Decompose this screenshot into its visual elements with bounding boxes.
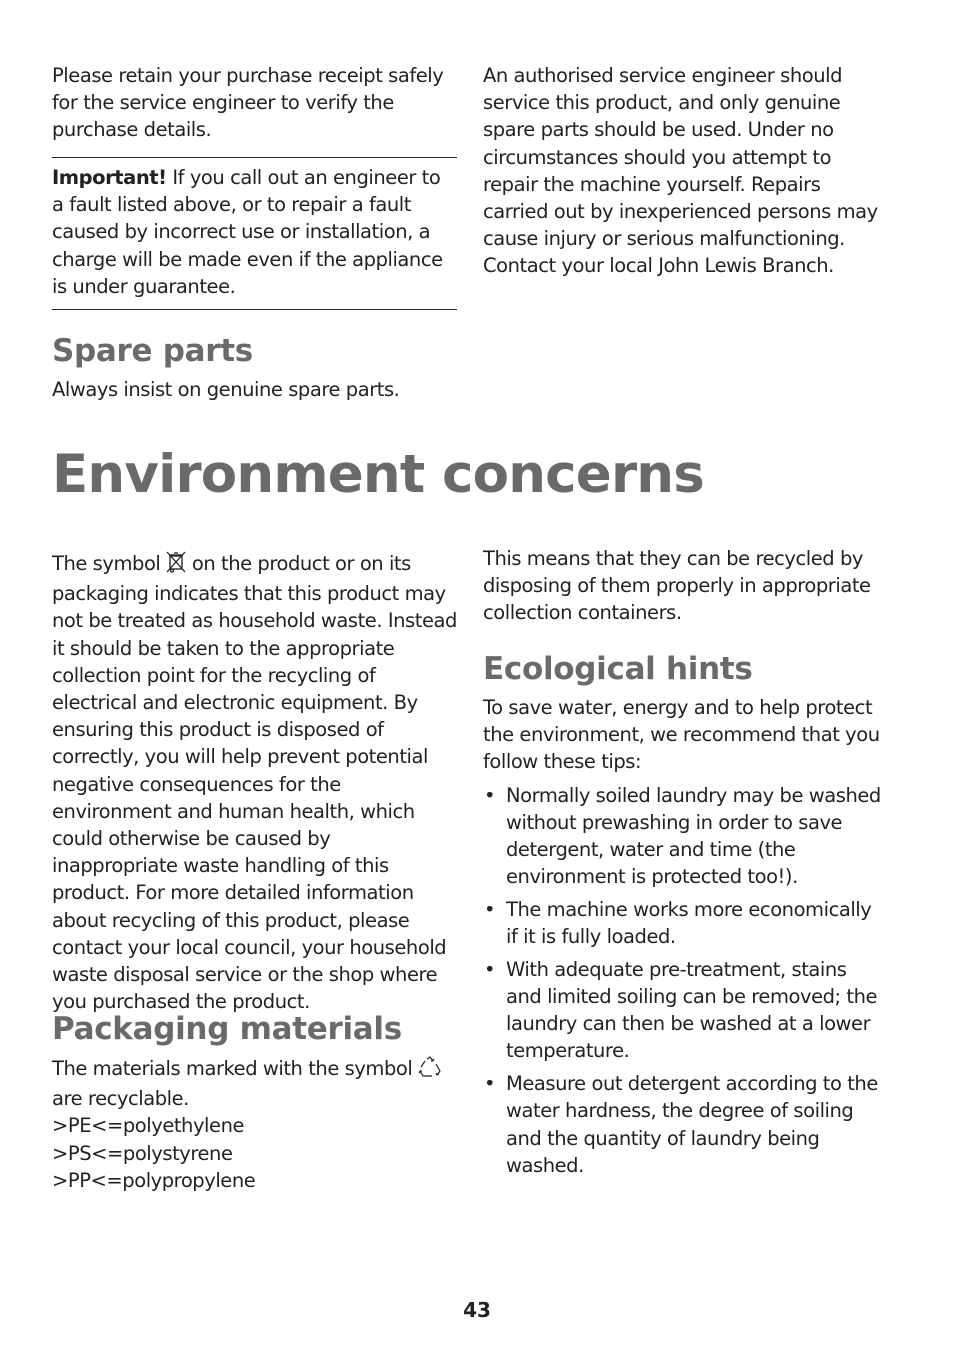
weee-paragraph (52, 550, 457, 1015)
weee-text-after: on the product or on its packaging indicates that this product may not be treated as household waste. Instead it should be taken to the appropriate collection point for the recycling of electrical and electronic equipment. By ensuring this product is disposed of correctly, you will help prevent potential negative consequences for the environment and human health, which could otherwise be caused by inappropriate waste handling of this product. For more detailed information about recycling of this product, please contact your local council, your household waste disposal service or the shop where you purchased the product. (52, 552, 457, 1014)
bottom-divider (52, 309, 457, 310)
ecological-section (483, 694, 883, 1184)
page-number: 43 (463, 1298, 491, 1322)
important-text: If you call out an engineer to a fault listed above, or to repair a fault caused by incorrect use or installation, a charge will be made even if the appliance is under guarantee. (52, 166, 443, 298)
recycle-note-paragraph: This means that they can be recycled by disposing of them properly in appropriate collection containers. (483, 547, 871, 625)
packaging-intro-before: The materials marked with the symbol (52, 1057, 419, 1080)
bullet-marker: • (484, 897, 496, 921)
recycling-symbol-icon (418, 1056, 442, 1085)
tips-list (483, 782, 883, 1179)
environment-concerns-title: Environment concerns (52, 444, 704, 505)
important-paragraph (52, 164, 457, 300)
tip-text: With adequate pre-treatment, stains and limited soiling can be removed; the laundry can then be washed at a lower temperature. (506, 957, 878, 1063)
spare-parts-heading: Spare parts (52, 333, 253, 369)
weee-text-before: The symbol (52, 552, 167, 575)
bullet-marker: • (484, 783, 496, 807)
packaging-intro-after: are recyclable. (52, 1087, 189, 1111)
ecological-intro: To save water, energy and to help protect the environment, we recommend that you follow these tips: (483, 696, 880, 774)
tip-text: The machine works more economically if it is fully loaded. (506, 897, 872, 949)
packaging-materials-heading: Packaging materials (52, 1011, 402, 1047)
top-divider (52, 157, 457, 158)
crossed-out-wheelie-bin-icon (166, 551, 186, 580)
material-pp: >PP<=polypropylene (52, 1168, 256, 1192)
material-pe: >PE<=polyethylene (52, 1114, 245, 1138)
bullet-marker: • (484, 1072, 496, 1096)
tip-text: Normally soiled laundry may be washed without prewashing in order to save detergent, water and time (the environment is protected too!). (506, 783, 881, 889)
list-item (483, 1070, 883, 1179)
bullet-marker: • (484, 957, 496, 981)
list-item (483, 782, 883, 891)
engineer-paragraph: An authorised service engineer should service this product, and only genuine spare parts should be used. Under no circumstances should you attempt to repair the machine yourself. Repairs carried out by inexperienced persons may cause injury or serious malfunctioning. Contact your local John Lewis Branch. (483, 64, 878, 278)
ecological-hints-heading: Ecological hints (483, 651, 753, 687)
list-item (483, 956, 883, 1065)
important-label: Important! (52, 166, 167, 189)
spare-parts-text: Always insist on genuine spare parts. (52, 378, 400, 401)
packaging-paragraph (52, 1055, 457, 1194)
receipt-paragraph: Please retain your purchase receipt safely for the service engineer to verify the purchase details. (52, 64, 444, 142)
material-ps: >PS<=polystyrene (52, 1141, 233, 1165)
tip-text: Measure out detergent according to the water hardness, the degree of soiling and the quantity of laundry being washed. (506, 1072, 878, 1177)
list-item (483, 896, 883, 950)
